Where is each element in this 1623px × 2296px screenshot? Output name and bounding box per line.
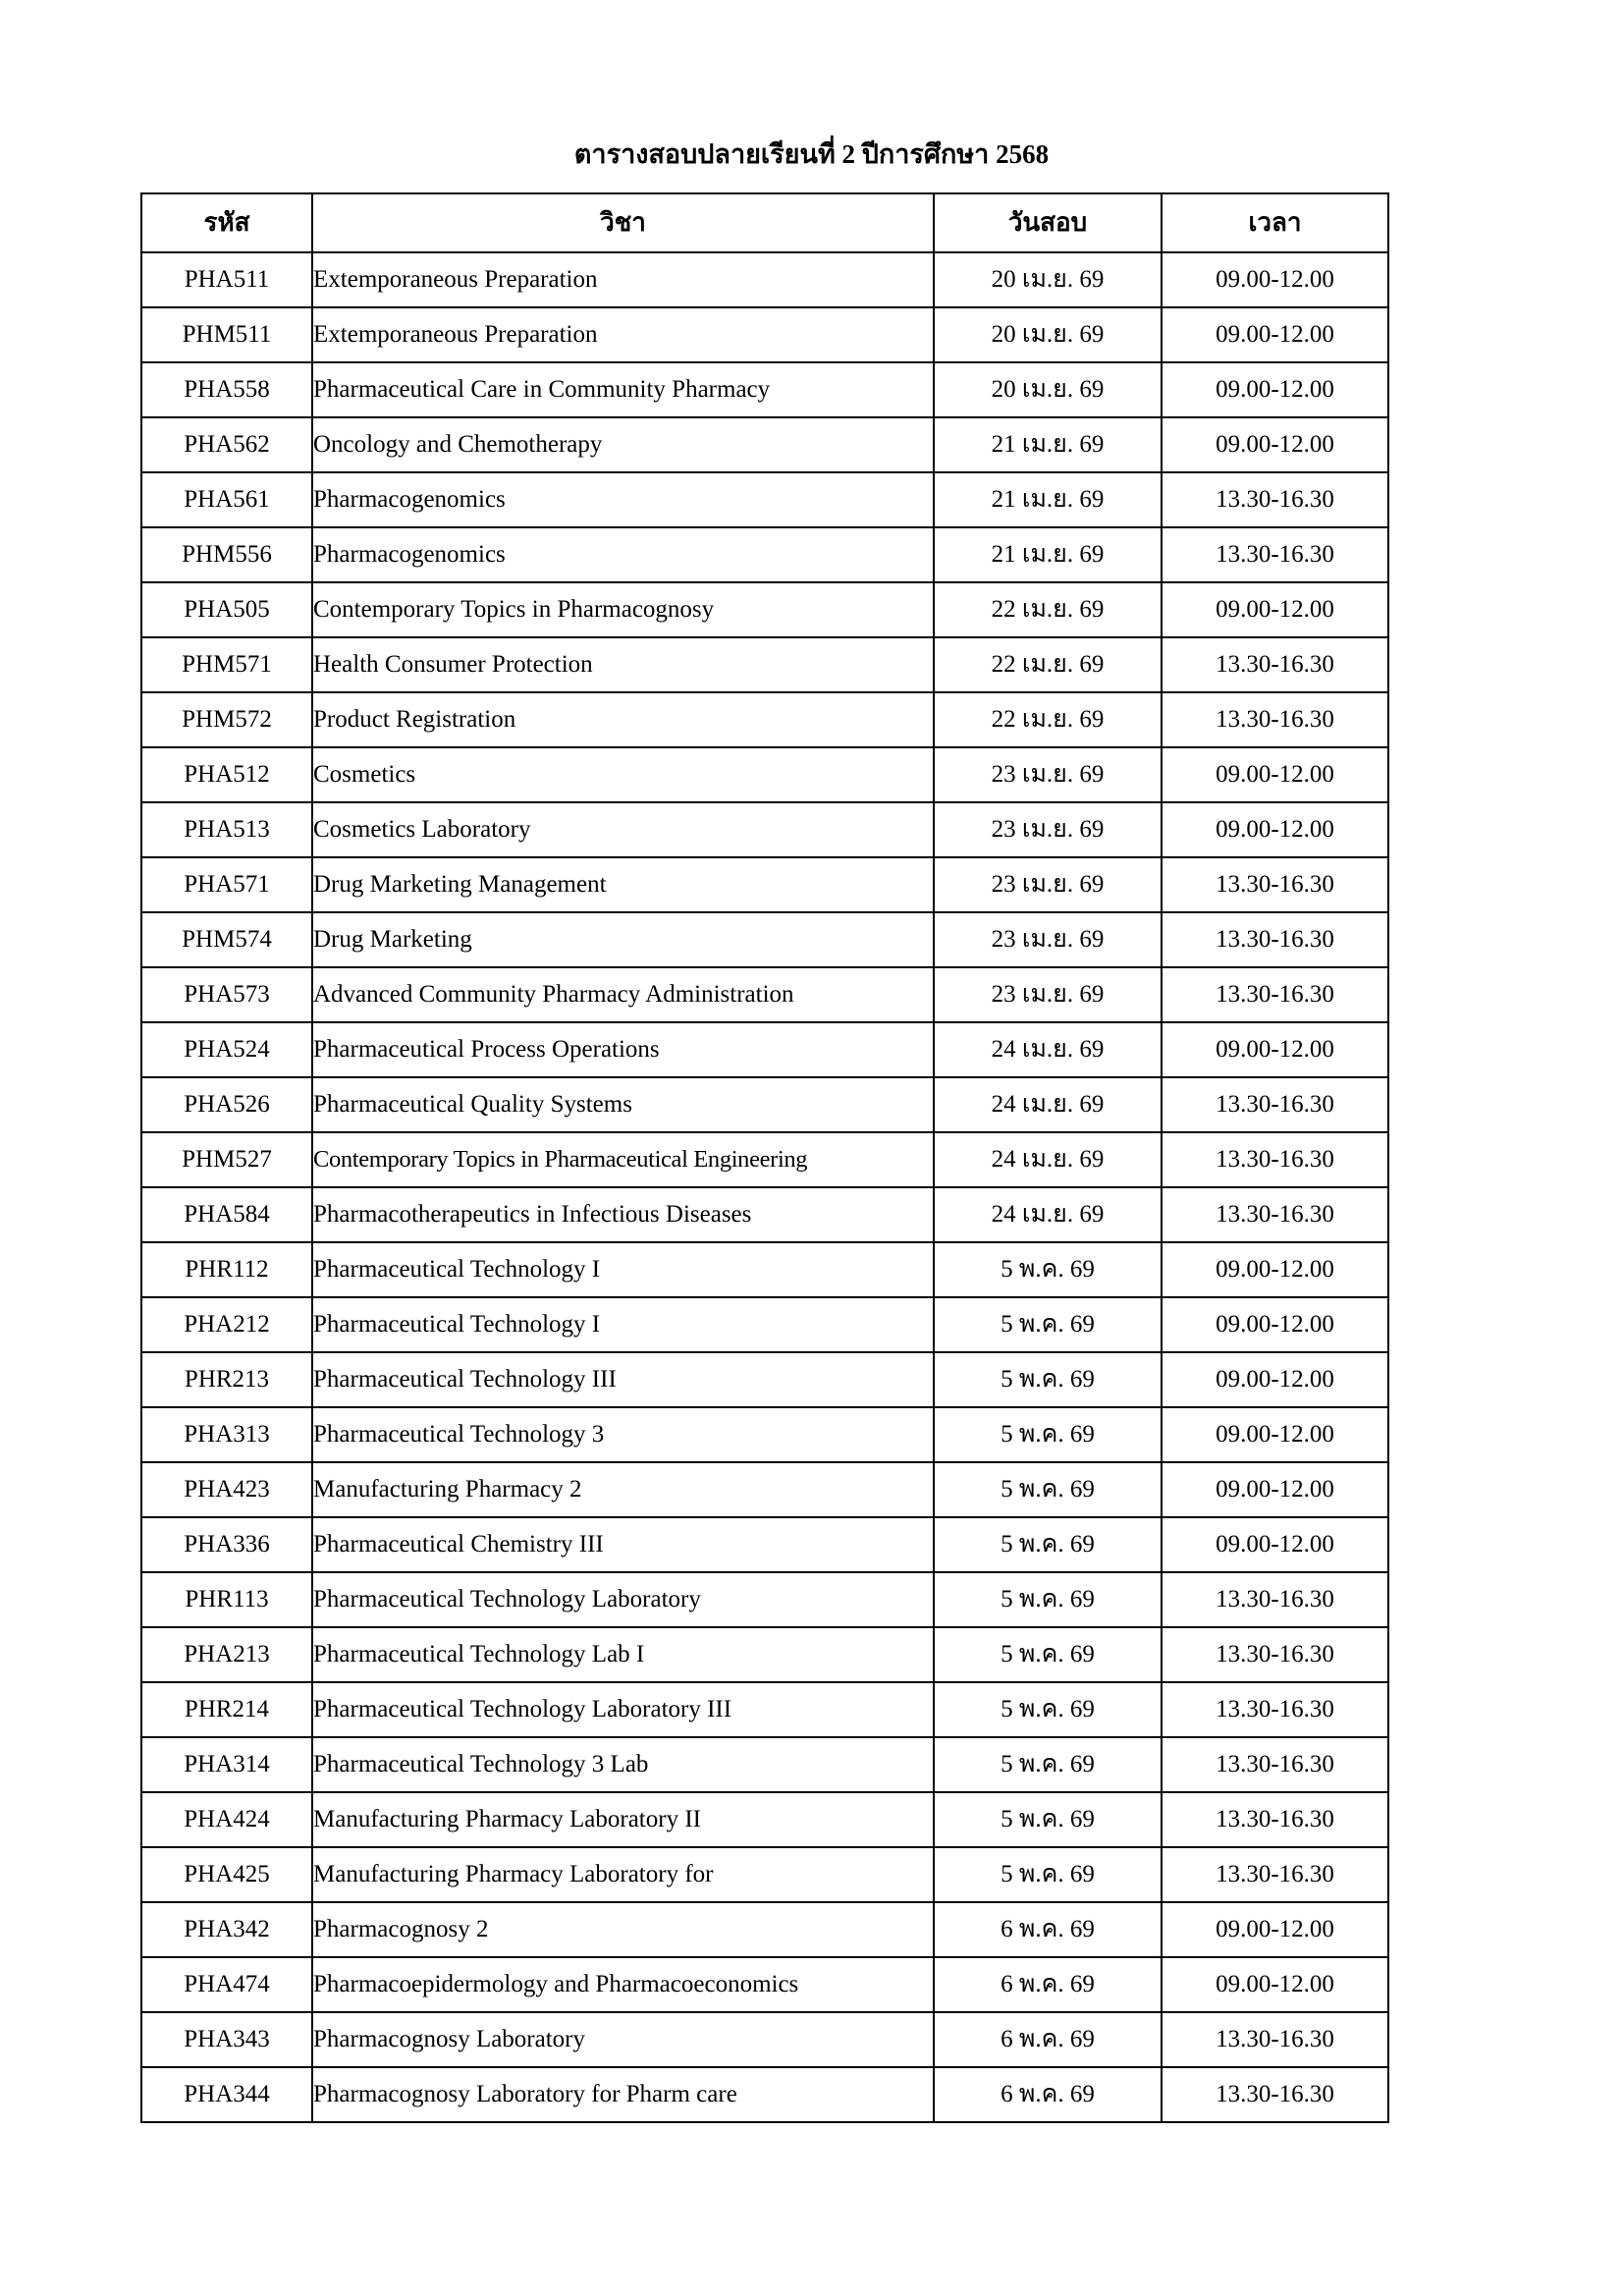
cell-exam-date: 22 เม.ย. 69 [934,637,1162,692]
cell-exam-time: 09.00-12.00 [1162,362,1388,417]
cell-exam-date: 24 เม.ย. 69 [934,1132,1162,1187]
cell-course-code: PHA336 [141,1517,312,1572]
cell-subject-name: Extemporaneous Preparation [312,252,934,307]
cell-exam-time: 13.30-16.30 [1162,857,1388,912]
cell-exam-time: 09.00-12.00 [1162,1242,1388,1297]
cell-exam-date: 5 พ.ค. 69 [934,1297,1162,1352]
cell-exam-time: 13.30-16.30 [1162,527,1388,582]
table-row [141,2012,1388,2067]
cell-exam-date: 5 พ.ค. 69 [934,1627,1162,1682]
cell-exam-time: 09.00-12.00 [1162,747,1388,802]
cell-course-code: PHM572 [141,692,312,747]
cell-subject-name: Cosmetics [312,747,934,802]
cell-exam-date: 24 เม.ย. 69 [934,1022,1162,1077]
cell-exam-time: 13.30-16.30 [1162,1572,1388,1627]
cell-exam-time: 13.30-16.30 [1162,1077,1388,1132]
cell-exam-date: 6 พ.ค. 69 [934,2012,1162,2067]
cell-course-code: PHM571 [141,637,312,692]
table-row [141,1902,1388,1957]
table-row [141,1847,1388,1902]
cell-course-code: PHA313 [141,1407,312,1462]
cell-course-code: PHA562 [141,417,312,472]
cell-exam-time: 13.30-16.30 [1162,472,1388,527]
cell-course-code: PHA571 [141,857,312,912]
cell-exam-time: 09.00-12.00 [1162,1407,1388,1462]
cell-subject-name: Oncology and Chemotherapy [312,417,934,472]
table-body [141,252,1388,2122]
table-row [141,1572,1388,1627]
cell-course-code: PHR213 [141,1352,312,1407]
cell-exam-date: 23 เม.ย. 69 [934,802,1162,857]
table-row [141,1297,1388,1352]
table-row [141,307,1388,362]
cell-exam-time: 13.30-16.30 [1162,2012,1388,2067]
table-row [141,2067,1388,2122]
cell-exam-time: 09.00-12.00 [1162,252,1388,307]
cell-subject-name: Cosmetics Laboratory [312,802,934,857]
cell-subject-name: Contemporary Topics in Pharmacognosy [312,582,934,637]
cell-exam-time: 13.30-16.30 [1162,637,1388,692]
cell-course-code: PHA526 [141,1077,312,1132]
cell-exam-time: 09.00-12.00 [1162,1517,1388,1572]
table-row [141,1077,1388,1132]
cell-course-code: PHA558 [141,362,312,417]
cell-exam-date: 24 เม.ย. 69 [934,1187,1162,1242]
cell-course-code: PHA474 [141,1957,312,2012]
cell-course-code: PHA524 [141,1022,312,1077]
cell-exam-time: 09.00-12.00 [1162,1022,1388,1077]
cell-subject-name: Pharmaceutical Chemistry III [312,1517,934,1572]
cell-subject-name: Health Consumer Protection [312,637,934,692]
cell-exam-time: 13.30-16.30 [1162,1132,1388,1187]
cell-exam-date: 20 เม.ย. 69 [934,307,1162,362]
cell-exam-date: 23 เม.ย. 69 [934,857,1162,912]
cell-exam-date: 5 พ.ค. 69 [934,1847,1162,1902]
cell-exam-date: 5 พ.ค. 69 [934,1242,1162,1297]
table-row [141,1737,1388,1792]
cell-course-code: PHA561 [141,472,312,527]
cell-exam-date: 20 เม.ย. 69 [934,252,1162,307]
cell-subject-name: Pharmacognosy 2 [312,1902,934,1957]
table-row [141,1132,1388,1187]
cell-subject-name: Advanced Community Pharmacy Administration [312,967,934,1022]
table-row [141,1682,1388,1737]
cell-exam-date: 6 พ.ค. 69 [934,1957,1162,2012]
cell-exam-date: 22 เม.ย. 69 [934,582,1162,637]
table-row [141,1242,1388,1297]
cell-subject-name: Pharmaceutical Technology Laboratory [312,1572,934,1627]
table-row [141,1187,1388,1242]
table-row [141,1352,1388,1407]
table-row [141,527,1388,582]
cell-exam-time: 13.30-16.30 [1162,1847,1388,1902]
exam-schedule-table-container [140,192,1387,2123]
cell-exam-time: 09.00-12.00 [1162,1462,1388,1517]
cell-subject-name: Pharmaceutical Technology Lab I [312,1627,934,1682]
cell-subject-name: Pharmaceutical Quality Systems [312,1077,934,1132]
cell-exam-date: 5 พ.ค. 69 [934,1572,1162,1627]
cell-subject-name: Pharmaceutical Technology Laboratory III [312,1682,934,1737]
table-row [141,857,1388,912]
cell-exam-date: 21 เม.ย. 69 [934,472,1162,527]
table-header-row [141,193,1388,252]
cell-course-code: PHR113 [141,1572,312,1627]
cell-exam-time: 09.00-12.00 [1162,1352,1388,1407]
column-header-time: เวลา [1162,193,1388,252]
cell-subject-name: Extemporaneous Preparation [312,307,934,362]
table-row [141,747,1388,802]
cell-exam-date: 23 เม.ย. 69 [934,967,1162,1022]
cell-subject-name: Manufacturing Pharmacy Laboratory II [312,1792,934,1847]
cell-subject-name: Manufacturing Pharmacy 2 [312,1462,934,1517]
cell-exam-time: 09.00-12.00 [1162,802,1388,857]
cell-subject-name: Pharmacotherapeutics in Infectious Diseases [312,1187,934,1242]
cell-exam-date: 5 พ.ค. 69 [934,1792,1162,1847]
cell-course-code: PHM527 [141,1132,312,1187]
cell-exam-date: 5 พ.ค. 69 [934,1462,1162,1517]
cell-course-code: PHR214 [141,1682,312,1737]
cell-course-code: PHA511 [141,252,312,307]
cell-exam-time: 13.30-16.30 [1162,1737,1388,1792]
cell-exam-date: 6 พ.ค. 69 [934,2067,1162,2122]
cell-subject-name: Pharmaceutical Technology I [312,1242,934,1297]
exam-schedule-table [140,192,1389,2123]
table-row [141,1462,1388,1517]
cell-course-code: PHA423 [141,1462,312,1517]
table-row [141,362,1388,417]
column-header-code: รหัส [141,193,312,252]
cell-subject-name: Pharmacognosy Laboratory for Pharm care [312,2067,934,2122]
cell-exam-date: 21 เม.ย. 69 [934,417,1162,472]
cell-exam-time: 13.30-16.30 [1162,2067,1388,2122]
cell-exam-time: 09.00-12.00 [1162,1957,1388,2012]
cell-exam-date: 24 เม.ย. 69 [934,1077,1162,1132]
cell-course-code: PHA505 [141,582,312,637]
cell-exam-date: 5 พ.ค. 69 [934,1407,1162,1462]
cell-subject-name: Pharmacoepidermology and Pharmacoeconomics [312,1957,934,2012]
cell-exam-time: 13.30-16.30 [1162,1792,1388,1847]
table-row [141,802,1388,857]
cell-course-code: PHA513 [141,802,312,857]
column-header-date: วันสอบ [934,193,1162,252]
cell-exam-time: 09.00-12.00 [1162,307,1388,362]
cell-subject-name: Pharmacognosy Laboratory [312,2012,934,2067]
table-row [141,967,1388,1022]
cell-subject-name: Manufacturing Pharmacy Laboratory for [312,1847,934,1902]
table-row [141,1517,1388,1572]
cell-exam-time: 09.00-12.00 [1162,417,1388,472]
page-title: ตารางสอบปลายเรียนที่ 2 ปีการศึกษา 2568 [573,139,1050,169]
cell-exam-date: 21 เม.ย. 69 [934,527,1162,582]
table-row [141,472,1388,527]
cell-subject-name: Pharmacogenomics [312,472,934,527]
table-row [141,692,1388,747]
cell-subject-name: Pharmaceutical Technology III [312,1352,934,1407]
table-row [141,252,1388,307]
cell-subject-name: Pharmaceutical Technology I [312,1297,934,1352]
cell-exam-date: 22 เม.ย. 69 [934,692,1162,747]
cell-course-code: PHA512 [141,747,312,802]
cell-subject-name: Pharmacogenomics [312,527,934,582]
cell-exam-date: 23 เม.ย. 69 [934,912,1162,967]
cell-subject-name: Pharmaceutical Process Operations [312,1022,934,1077]
cell-exam-date: 20 เม.ย. 69 [934,362,1162,417]
table-row [141,1627,1388,1682]
cell-subject-name: Pharmaceutical Care in Community Pharmacy [312,362,934,417]
table-row [141,1407,1388,1462]
column-header-subject: วิชา [312,193,934,252]
cell-exam-date: 5 พ.ค. 69 [934,1517,1162,1572]
cell-exam-date: 5 พ.ค. 69 [934,1352,1162,1407]
cell-subject-name: Drug Marketing [312,912,934,967]
cell-subject-name: Contemporary Topics in Pharmaceutical Engineering [312,1132,934,1187]
cell-course-code: PHA342 [141,1902,312,1957]
table-row [141,582,1388,637]
cell-subject-name: Pharmaceutical Technology 3 Lab [312,1737,934,1792]
cell-course-code: PHA584 [141,1187,312,1242]
cell-course-code: PHA213 [141,1627,312,1682]
cell-exam-time: 13.30-16.30 [1162,1627,1388,1682]
table-row [141,1022,1388,1077]
cell-exam-time: 09.00-12.00 [1162,1297,1388,1352]
cell-course-code: PHA343 [141,2012,312,2067]
table-row [141,1957,1388,2012]
cell-subject-name: Product Registration [312,692,934,747]
cell-course-code: PHA573 [141,967,312,1022]
table-row [141,912,1388,967]
cell-exam-date: 23 เม.ย. 69 [934,747,1162,802]
cell-exam-time: 13.30-16.30 [1162,912,1388,967]
cell-exam-time: 09.00-12.00 [1162,1902,1388,1957]
cell-exam-date: 6 พ.ค. 69 [934,1902,1162,1957]
cell-course-code: PHA344 [141,2067,312,2122]
table-row [141,1792,1388,1847]
cell-course-code: PHM574 [141,912,312,967]
table-header [141,193,1388,252]
cell-exam-time: 13.30-16.30 [1162,1682,1388,1737]
cell-course-code: PHA314 [141,1737,312,1792]
cell-exam-time: 13.30-16.30 [1162,1187,1388,1242]
cell-subject-name: Drug Marketing Management [312,857,934,912]
cell-course-code: PHA424 [141,1792,312,1847]
cell-subject-name: Pharmaceutical Technology 3 [312,1407,934,1462]
cell-course-code: PHA425 [141,1847,312,1902]
table-row [141,637,1388,692]
cell-exam-time: 13.30-16.30 [1162,967,1388,1022]
cell-course-code: PHM511 [141,307,312,362]
cell-exam-time: 13.30-16.30 [1162,692,1388,747]
cell-exam-date: 5 พ.ค. 69 [934,1737,1162,1792]
cell-course-code: PHM556 [141,527,312,582]
table-row [141,417,1388,472]
cell-exam-date: 5 พ.ค. 69 [934,1682,1162,1737]
cell-course-code: PHA212 [141,1297,312,1352]
cell-exam-time: 09.00-12.00 [1162,582,1388,637]
cell-course-code: PHR112 [141,1242,312,1297]
